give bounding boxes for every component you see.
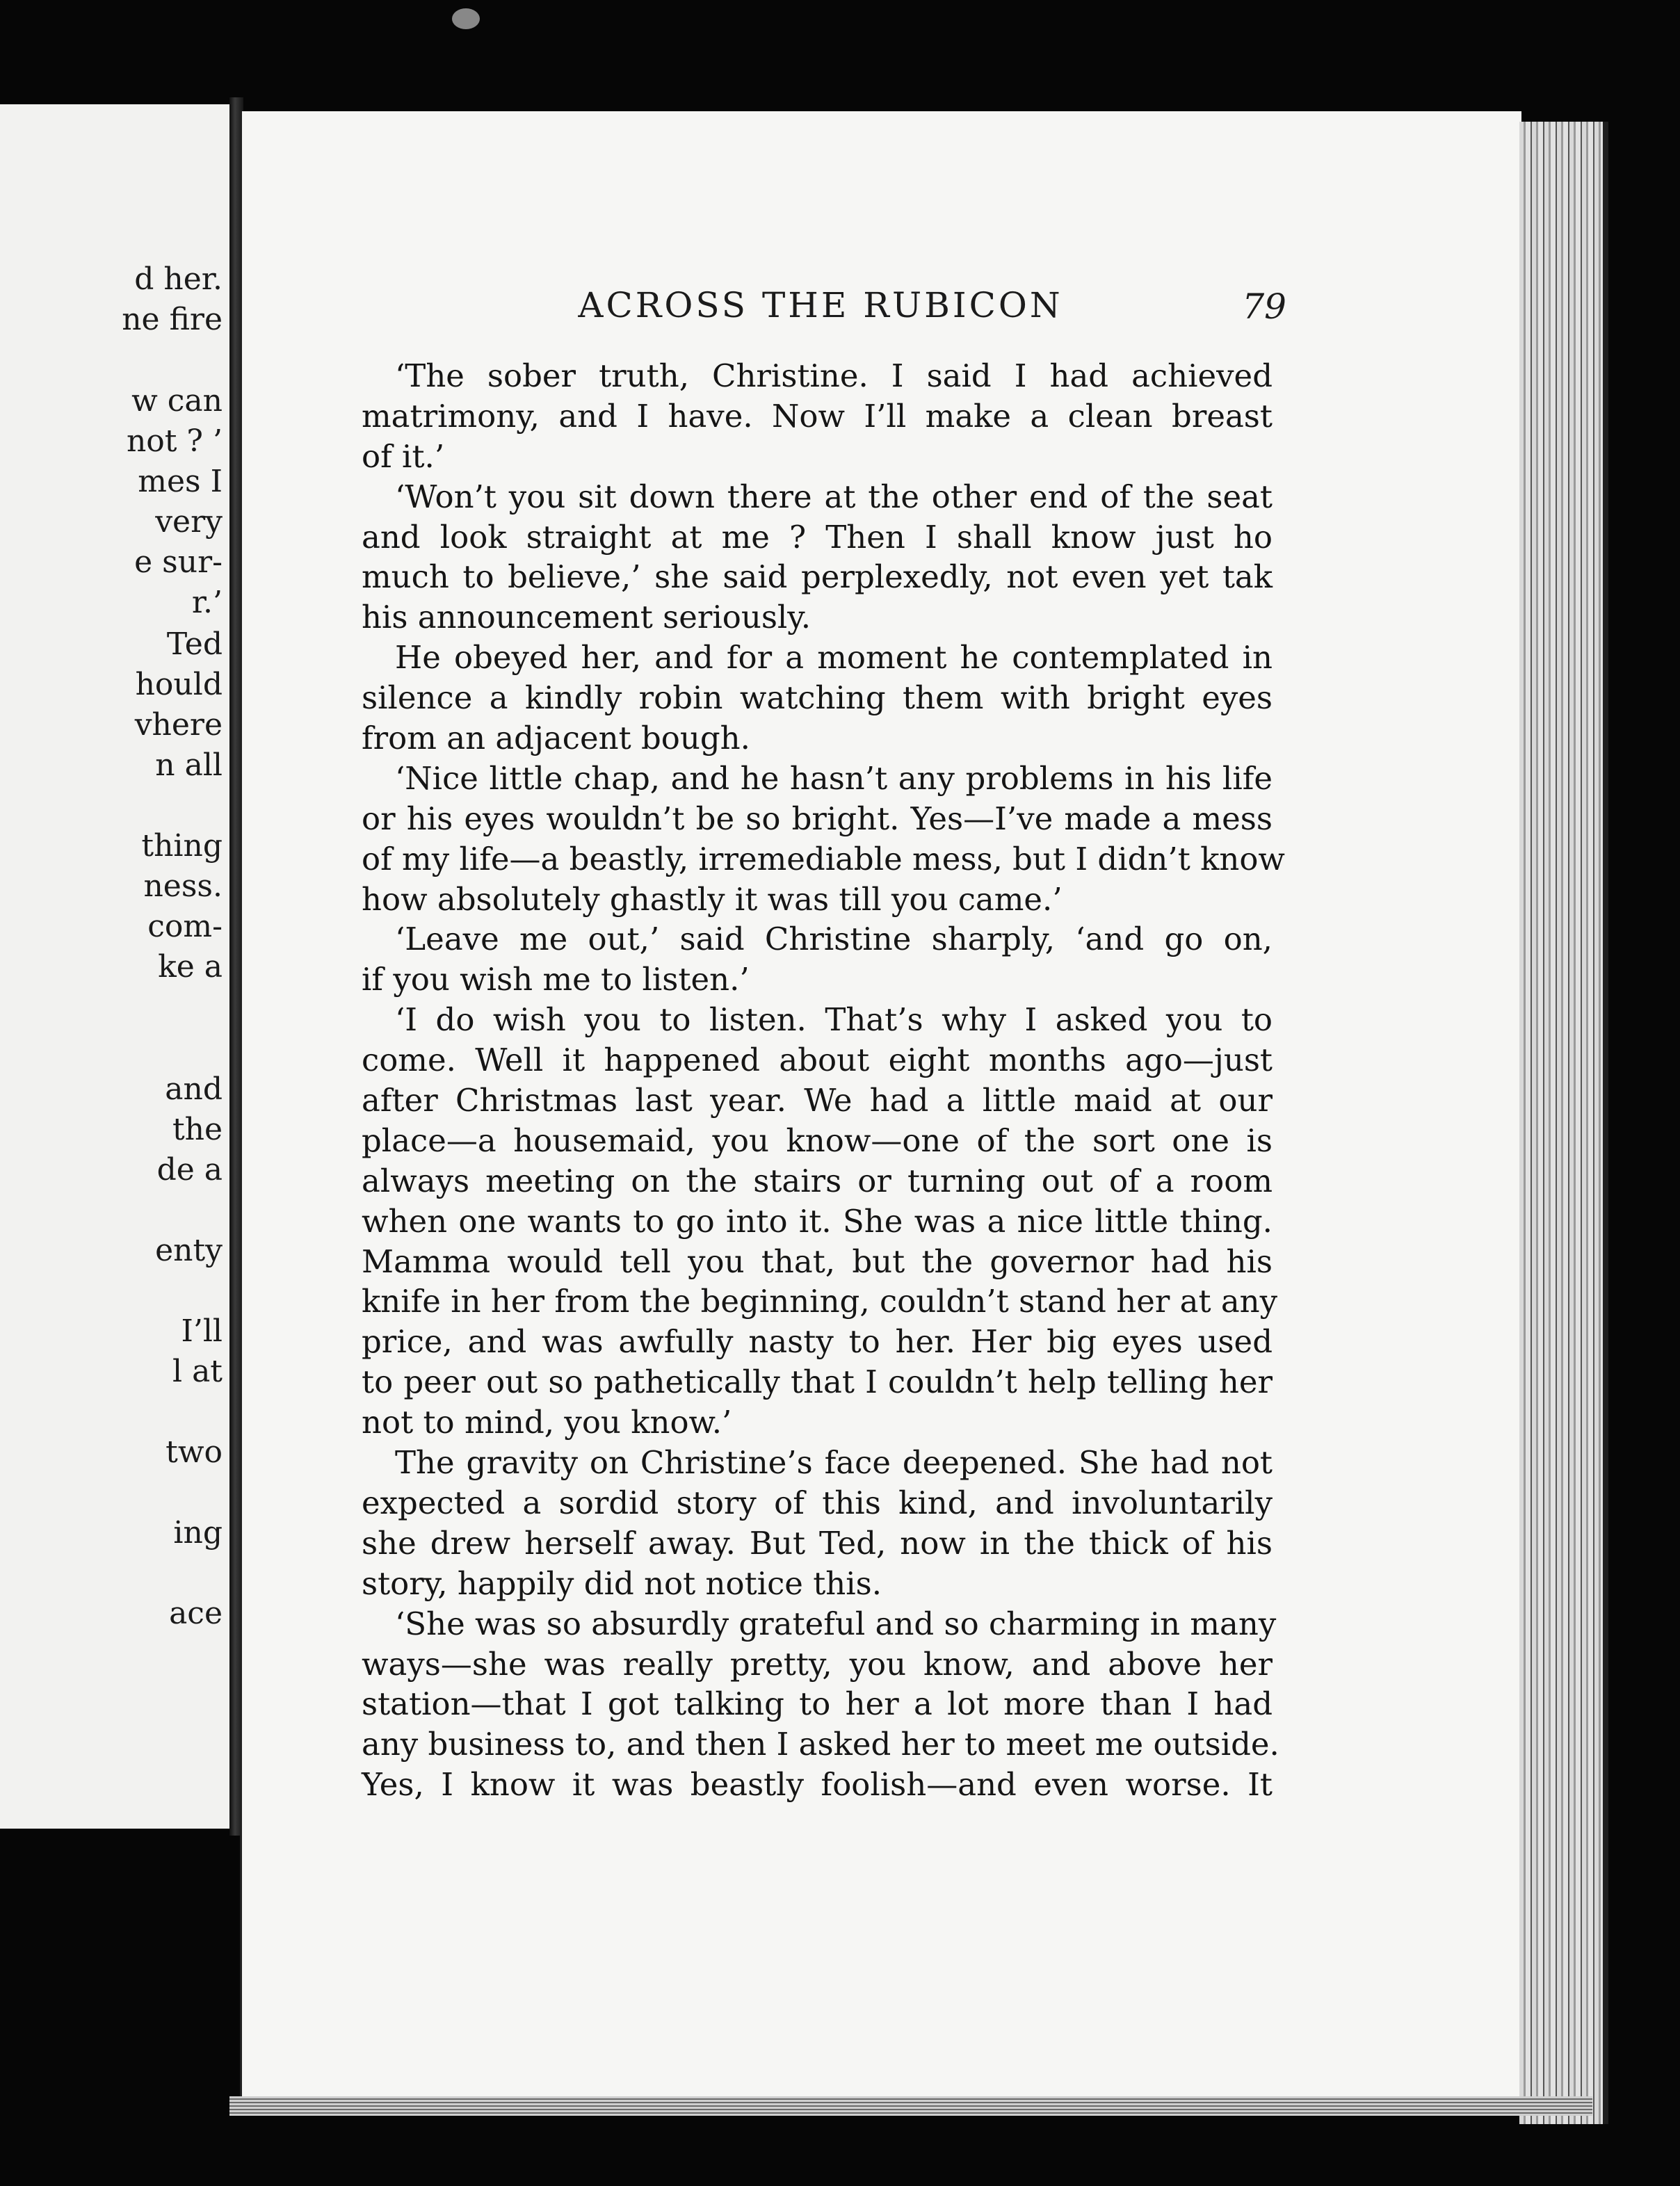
left-page-fragment: de a bbox=[156, 1152, 223, 1188]
left-page-fragment: enty bbox=[155, 1233, 223, 1268]
left-page-fragment: ness. bbox=[143, 868, 223, 904]
left-page-fragment: and bbox=[165, 1071, 223, 1107]
left-page-fragment: r.’ bbox=[191, 585, 223, 620]
left-page-fragment: I’ll bbox=[181, 1313, 223, 1349]
left-page-fragment: very bbox=[155, 504, 223, 540]
running-head: ACROSS THE RUBICON bbox=[578, 285, 1063, 325]
left-page-fragment: d her. bbox=[134, 261, 223, 297]
text-line: place—a housemaid, you know—one of the sort one is bbox=[362, 1122, 1273, 1159]
text-line: ‘Nice little chap, and he hasn’t any problems in his life bbox=[395, 759, 1273, 797]
left-page-fragment: hould bbox=[135, 667, 223, 702]
text-line: to peer out so pathetically that I couldn’t help telling her bbox=[362, 1363, 1273, 1401]
text-line: of it.’ bbox=[362, 437, 445, 475]
page-number: 79 bbox=[1242, 286, 1286, 327]
text-line: matrimony, and I have. Now I’ll make a clean breast bbox=[362, 397, 1273, 435]
text-line: Yes, I know it was beastly foolish—and even worse. It bbox=[362, 1766, 1273, 1804]
text-line: knife in her from the beginning, couldn’t stand her at any bbox=[362, 1283, 1278, 1320]
text-line: The gravity on Christine’s face deepened. She had not bbox=[395, 1444, 1273, 1482]
left-page-fragment: Ted bbox=[166, 626, 223, 662]
left-page-fragment: ing bbox=[173, 1515, 223, 1551]
left-page-fragment: w can bbox=[131, 383, 223, 419]
text-line: his announcement seriously. bbox=[362, 599, 811, 636]
left-page-fragment: mes I bbox=[138, 464, 223, 499]
left-page-fragment: n all bbox=[155, 747, 223, 783]
left-page-fragment: l at bbox=[172, 1354, 223, 1389]
text-line: ‘Won’t you sit down there at the other end of the seat bbox=[395, 478, 1273, 515]
text-line: price, and was awfully nasty to her. Her big eyes used bbox=[362, 1323, 1273, 1361]
text-line: or his eyes wouldn’t be so bright. Yes—I’ve made a mess bbox=[362, 800, 1273, 837]
text-line: ‘She was so absurdly grateful and so charming in many bbox=[395, 1605, 1277, 1642]
left-page-fragment: the bbox=[172, 1112, 223, 1147]
left-page-fragment: com- bbox=[147, 909, 223, 944]
left-page-fragment: thing bbox=[141, 828, 223, 864]
left-page-fragment: vhere bbox=[134, 707, 223, 743]
text-line: ‘Leave me out,’ said Christine sharply, ‘and go on, bbox=[395, 921, 1273, 958]
text-line: if you wish me to listen.’ bbox=[362, 961, 750, 998]
text-line: station—that I got talking to her a lot more than I had bbox=[362, 1685, 1273, 1723]
text-line: she drew herself away. But Ted, now in the thick of his bbox=[362, 1524, 1273, 1562]
text-line: ways—she was really pretty, you know, and above her bbox=[362, 1645, 1273, 1683]
text-line: from an adjacent bough. bbox=[362, 720, 750, 757]
left-page-fragment: ne fire bbox=[122, 302, 223, 337]
text-line: of my life—a beastly, irremediable mess, but I didn’t know bbox=[362, 840, 1285, 877]
text-line: always meeting on the stairs or turning out of a room bbox=[362, 1162, 1273, 1199]
left-page-fragment: not ? ’ bbox=[126, 423, 223, 459]
left-page-fragment: two bbox=[165, 1434, 223, 1470]
text-line: silence a kindly robin watching them with bright eyes bbox=[362, 679, 1273, 717]
ink-smudge bbox=[452, 8, 480, 29]
text-line: Mamma would tell you that, but the governor had his bbox=[362, 1242, 1273, 1280]
text-line: much to believe,’ she said perplexedly, not even yet tak bbox=[362, 558, 1273, 596]
left-page bbox=[0, 104, 232, 1829]
text-line: expected a sordid story of this kind, and involuntarily bbox=[362, 1484, 1273, 1521]
text-line: come. Well it happened about eight months ago—just bbox=[362, 1042, 1273, 1079]
text-line: after Christmas last year. We had a little maid at our bbox=[362, 1082, 1273, 1119]
body-text bbox=[362, 356, 1285, 1805]
text-line: story, happily did not notice this. bbox=[362, 1564, 882, 1602]
text-line: not to mind, you know.’ bbox=[362, 1404, 732, 1441]
text-line: and look straight at me ? Then I shall know just ho bbox=[362, 518, 1273, 556]
text-line: any business to, and then I asked her to meet me outside. bbox=[362, 1726, 1279, 1763]
left-page-fragment: ace bbox=[169, 1596, 223, 1631]
text-line: how absolutely ghastly it was till you came.’ bbox=[362, 880, 1063, 918]
page-edges bbox=[1519, 122, 1608, 2124]
left-page-fragment: ke a bbox=[158, 949, 223, 985]
text-line: ‘I do wish you to listen. That’s why I asked you to bbox=[395, 1001, 1273, 1039]
text-line: ‘The sober truth, Christine. I said I had achieved bbox=[395, 357, 1273, 394]
text-line: He obeyed her, and for a moment he contemplated in bbox=[395, 639, 1273, 677]
text-line: when one wants to go into it. She was a nice little thing. bbox=[362, 1202, 1273, 1240]
bottom-page-edges bbox=[229, 2096, 1592, 2116]
left-page-fragment: e sur- bbox=[134, 544, 223, 580]
